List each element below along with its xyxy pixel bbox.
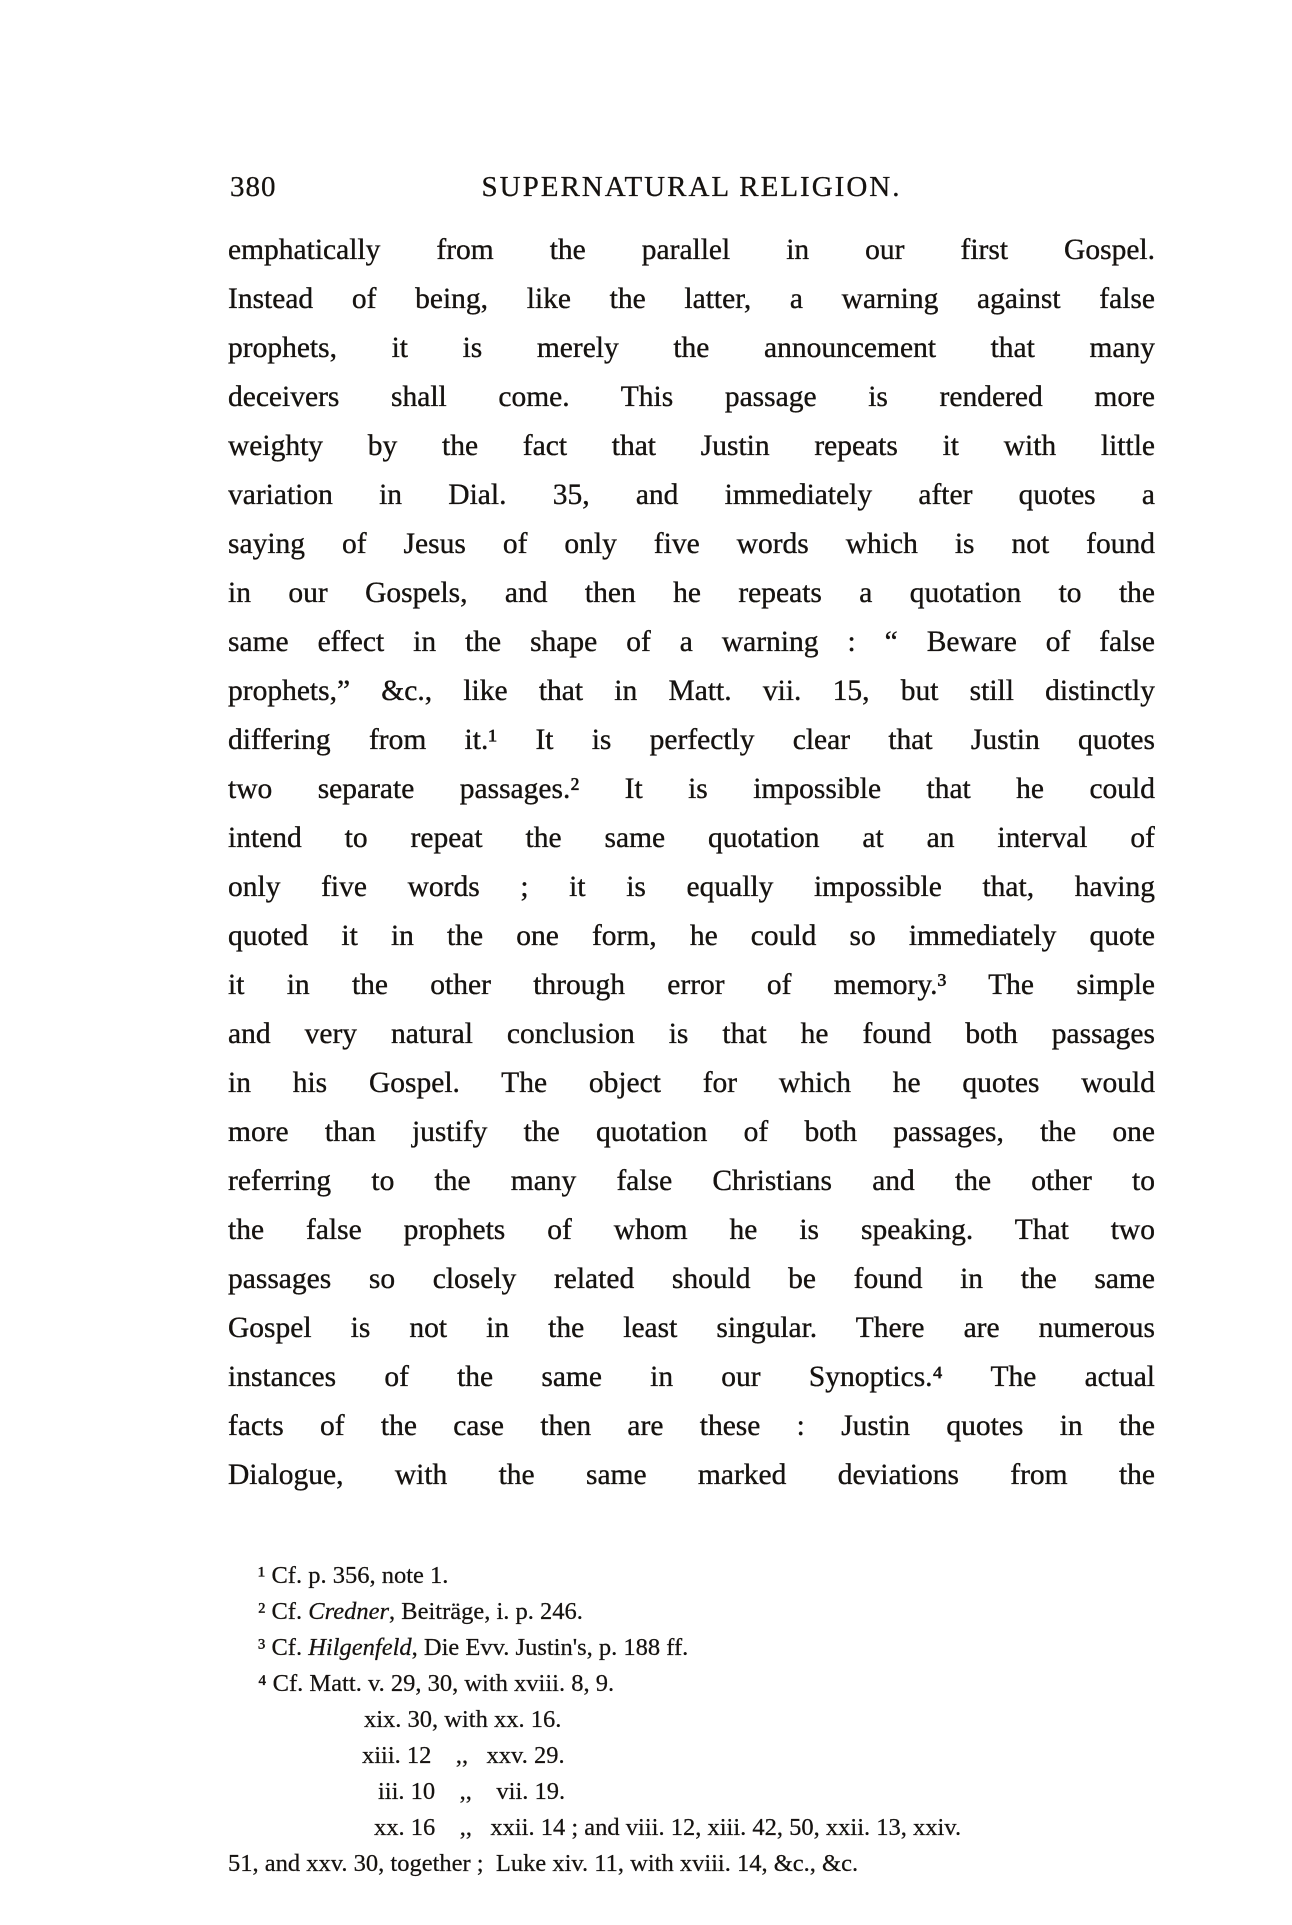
footnote-line <box>228 1774 1188 1810</box>
footnote-text: ² Cf. <box>258 1598 309 1625</box>
body-line: it in the other through error of memory.³ The simple <box>228 969 1155 1001</box>
body-line: prophets, it is merely the announcement that many <box>228 332 1155 364</box>
page-number: 380 <box>230 171 277 203</box>
footnote-line <box>228 1630 1188 1666</box>
running-header <box>228 172 1155 206</box>
footnote-line <box>228 1738 1188 1774</box>
body-line: passages so closely related should be found in the same <box>228 1263 1155 1295</box>
footnote-text: xix. 30, with xx. 16. <box>364 1706 562 1733</box>
body-line: only five words ; it is equally impossible that, having <box>228 871 1155 903</box>
footnote-text: ³ Cf. <box>258 1634 309 1661</box>
body-line: intend to repeat the same quotation at an interval of <box>228 822 1155 854</box>
body-line: variation in Dial. 35, and immediately after quotes a <box>228 479 1155 511</box>
body-paragraph <box>228 226 1155 1500</box>
body-line: deceivers shall come. This passage is rendered more <box>228 381 1155 413</box>
footnote-text: iii. 10 ,, vii. 19. <box>378 1778 566 1805</box>
body-line: facts of the case then are these : Justin quotes in the <box>228 1410 1155 1442</box>
body-line: quoted it in the one form, he could so immediately quote <box>228 920 1155 952</box>
footnotes-block <box>228 1558 1188 1882</box>
body-line: two separate passages.² It is impossible that he could <box>228 773 1155 805</box>
footnote-author-italic: Hilgenfeld <box>308 1634 412 1661</box>
body-line: differing from it.¹ It is perfectly clear that Justin quotes <box>228 724 1155 756</box>
footnote-text: , Die Evv. Justin's, p. 188 ff. <box>411 1634 689 1661</box>
footnote-line <box>228 1810 1188 1846</box>
footnote-line <box>228 1558 1188 1594</box>
footnote-author-italic: Credner <box>308 1598 389 1625</box>
body-line: same effect in the shape of a warning : “ Beware of false <box>228 626 1155 658</box>
body-line: Gospel is not in the least singular. There are numerous <box>228 1312 1155 1344</box>
footnote-line <box>228 1594 1188 1630</box>
body-line: emphatically from the parallel in our first Gospel. <box>228 234 1155 266</box>
body-line: Dialogue, with the same marked deviations from the <box>228 1459 1155 1491</box>
body-line: more than justify the quotation of both passages, the one <box>228 1116 1155 1148</box>
body-line: in our Gospels, and then he repeats a quotation to the <box>228 577 1155 609</box>
footnote-text: , Beiträge, i. p. 246. <box>388 1598 583 1625</box>
body-line: referring to the many false Christians and the other to <box>228 1165 1155 1197</box>
footnote-text: ⁴ Cf. Matt. v. 29, 30, with xviii. 8, 9. <box>258 1670 615 1697</box>
footnote-text: 51, and xxv. 30, together ; Luke xiv. 11, with xviii. 14, &c., &c. <box>228 1850 859 1877</box>
footnote-text: ¹ Cf. p. 356, note 1. <box>258 1562 449 1589</box>
body-line: saying of Jesus of only five words which is not found <box>228 528 1155 560</box>
body-line: the false prophets of whom he is speaking. That two <box>228 1214 1155 1246</box>
footnote-line <box>228 1846 1188 1882</box>
body-line: Instead of being, like the latter, a warning against false <box>228 283 1155 315</box>
footnote-text: xx. 16 ,, xxii. 14 ; and viii. 12, xiii. 42, 50, xxii. 13, xxiv. <box>374 1814 962 1841</box>
body-line: instances of the same in our Synoptics.⁴ The actual <box>228 1361 1155 1393</box>
running-title: SUPERNATURAL RELIGION. <box>481 171 902 203</box>
body-line: prophets,” &c., like that in Matt. vii. 15, but still distinctly <box>228 675 1155 707</box>
footnote-text: xiii. 12 ,, xxv. 29. <box>362 1742 565 1769</box>
body-line: in his Gospel. The object for which he quotes would <box>228 1067 1155 1099</box>
footnote-line <box>228 1666 1188 1702</box>
footnote-line <box>228 1702 1188 1738</box>
body-line: and very natural conclusion is that he found both passages <box>228 1018 1155 1050</box>
body-line: weighty by the fact that Justin repeats it with little <box>228 430 1155 462</box>
